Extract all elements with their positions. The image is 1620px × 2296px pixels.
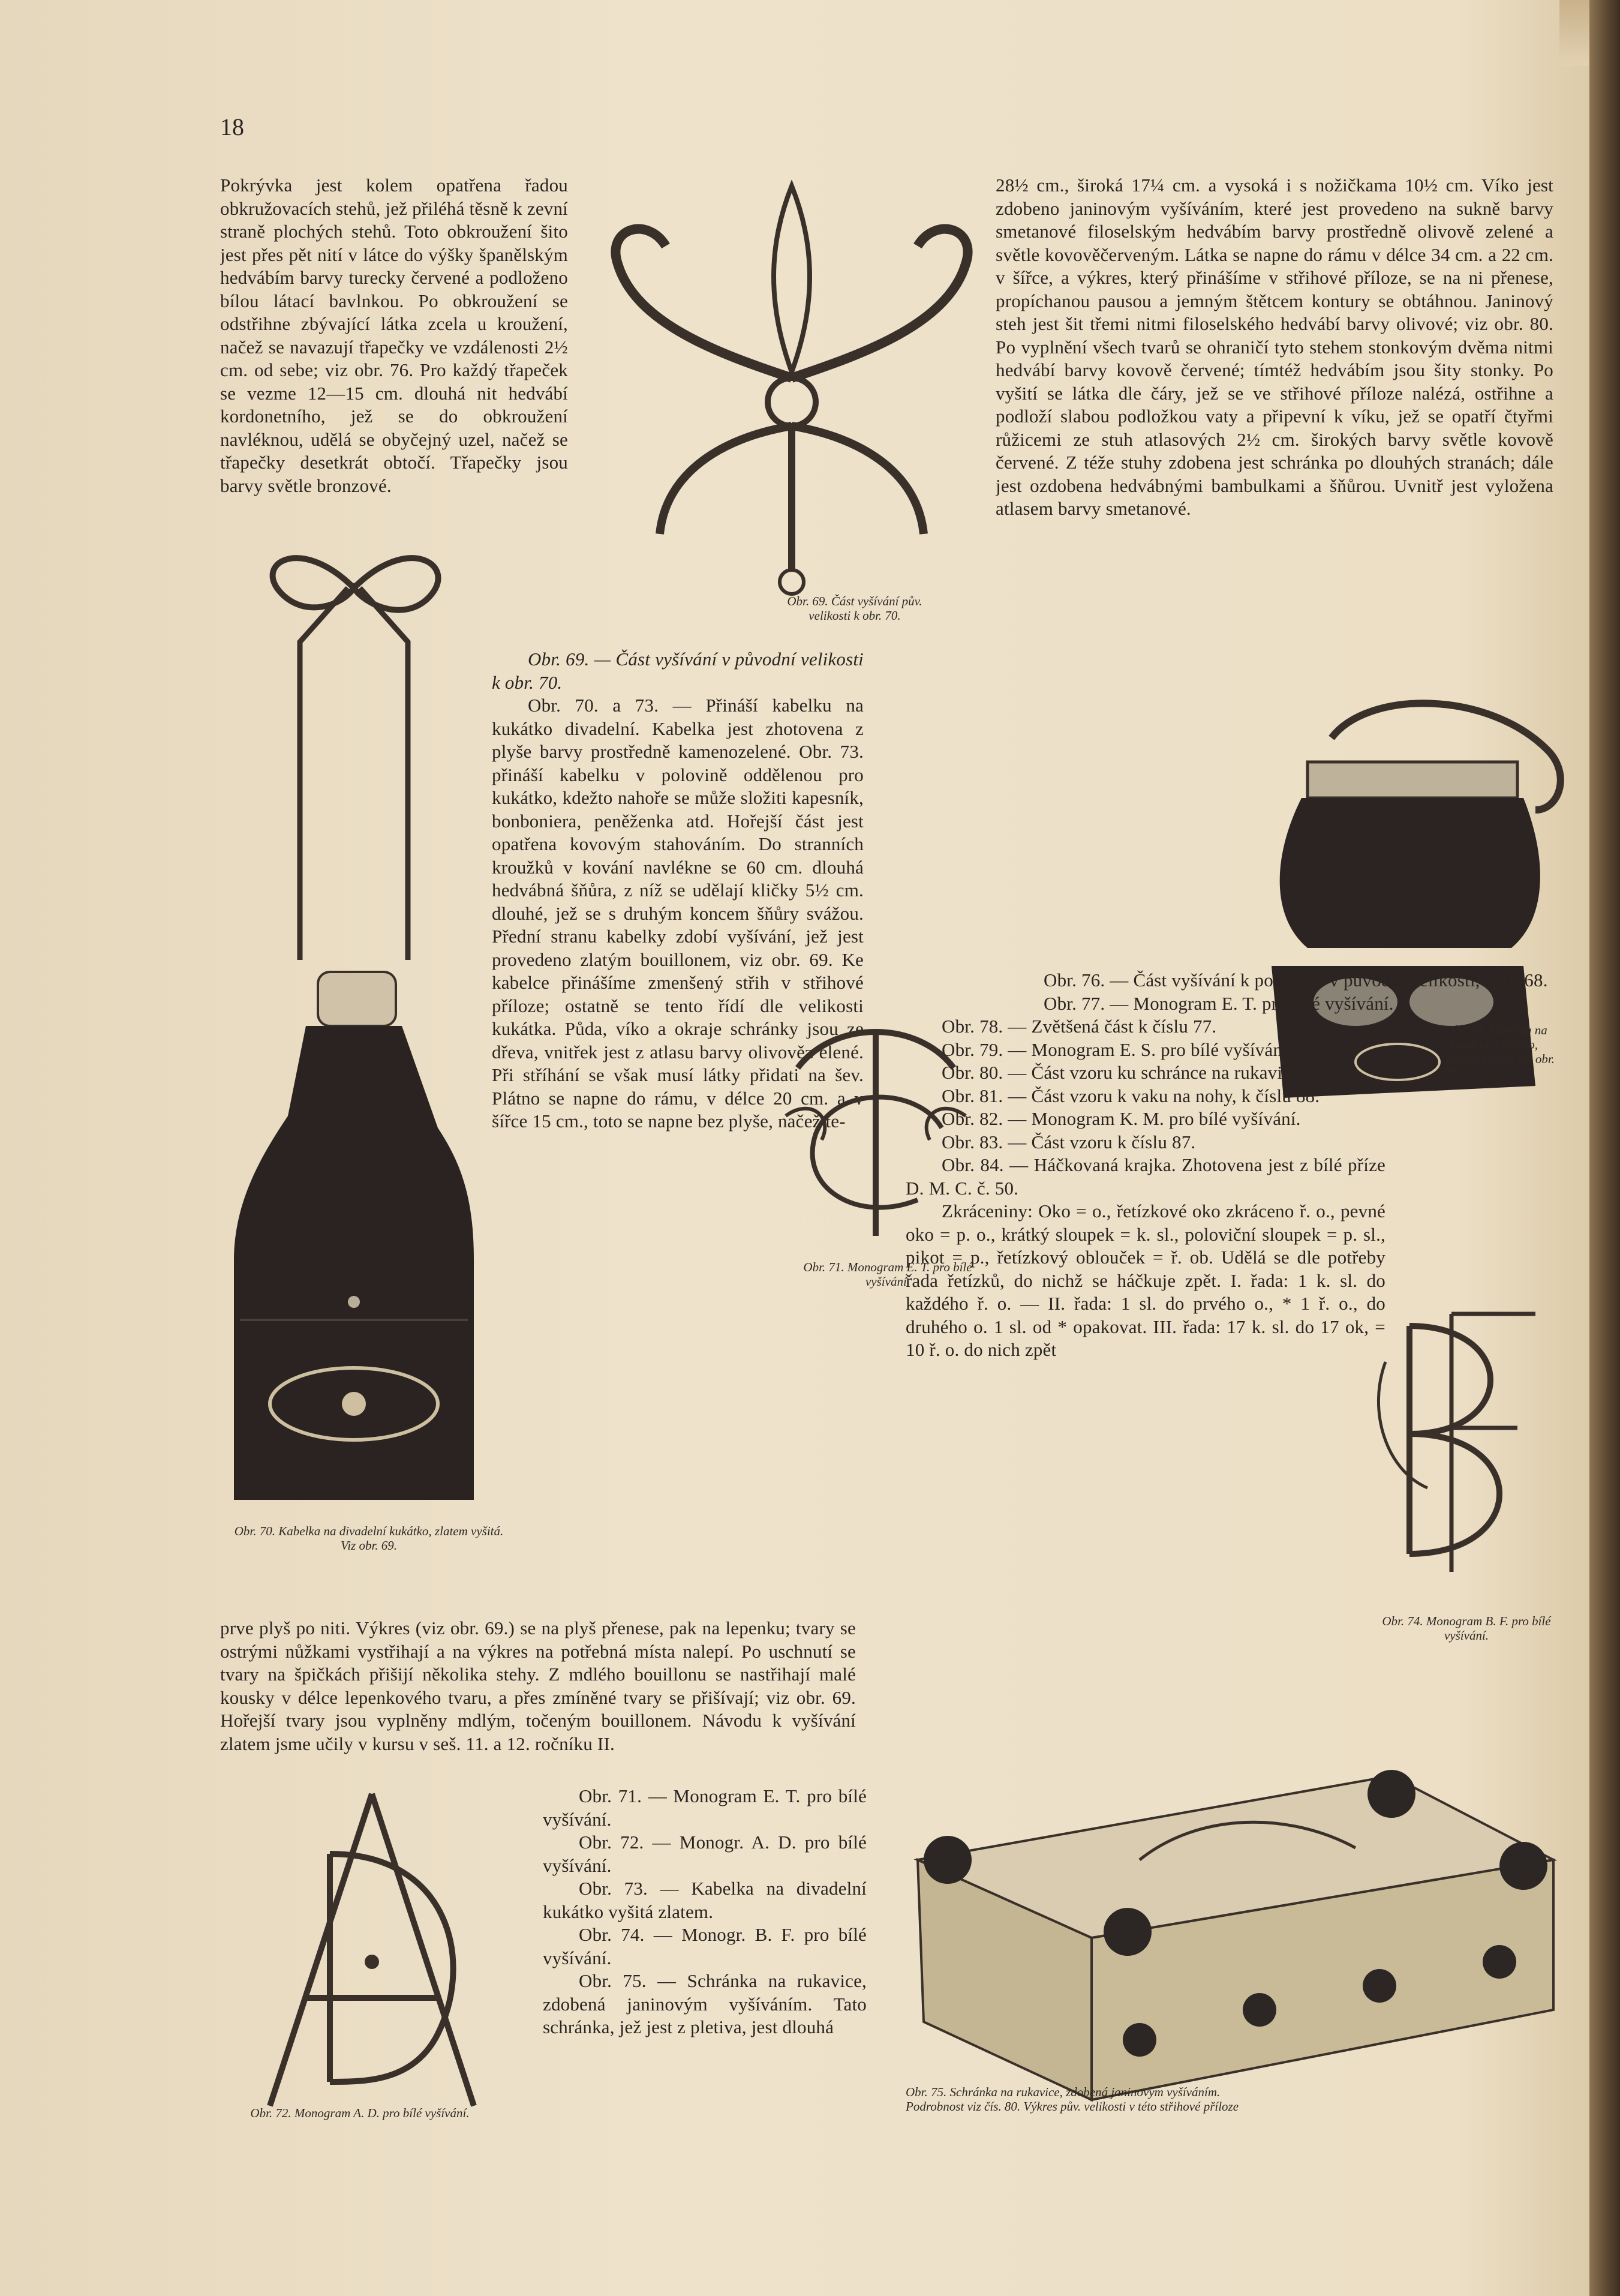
list-item: Obr. 75. — Schránka na rukavice, zdobená janinovým vyšíváním. Tato schránka, jež jest z pletiva, jest dlouhá <box>543 1970 867 2037</box>
caption-fig75: Obr. 75. Schránka na rukavice, zdobená janinovým vyšíváním. Podrobnost viz čís. 80. Výkres pův. velikosti v této střihové příloze <box>906 2085 1239 2114</box>
list-item: Obr. 82. — Monogram K. M. pro bílé vyšívání. <box>942 1108 1301 1129</box>
list-item: Obr. 84. — Háčkovaná krajka. Zhotovena jest z bílé příze D. M. C. č. 50. <box>906 1154 1385 1199</box>
bag-drawing <box>228 540 480 1512</box>
bottom-middle-list <box>543 1785 867 2145</box>
glove-box-drawing <box>900 1740 1571 2106</box>
list-item: Obr. 83. — Část vzoru k číslu 87. <box>942 1131 1196 1152</box>
figure-75-glove-box <box>900 1740 1571 2106</box>
list-item: Obr. 81. — Část vzoru k vaku na nohy, k číslu 88. <box>942 1085 1320 1106</box>
caption-fig69: Obr. 69. Část vyšívání pův. velikosti k obr. 70. <box>787 594 922 623</box>
list-item: Obr. 71. — Monogram E. T. pro bílé vyšívání. <box>543 1785 867 1830</box>
figure-69-ornament <box>600 174 984 606</box>
caption-fig73: Obr. 73. Kabelka na divadelní kukátko, zlatem vyšitá; viz obr. 70. <box>1445 1023 1555 1081</box>
middle-paragraph-1: Obr. 69. — Část vyšívání v původní velikosti k obr. 70. <box>492 649 864 693</box>
list-item: Zkráceniny: Oko = o., řetízkové oko zkráceno ř. o., pevné oko = p. o., krátký sloupek = k. sl., poloviční sloupek = p. sl., pikot = p., řetízkový oblouček = ř. ob. Udělá se dle potřeby řada řetízků, do nichž se háčkuje zpět. I. řada: 1 k. sl. do každého ř. o. — II. řada: 1 sl. do prvého o., * 1 ř. o., do druhého o. 1 sl. od * opakovat. III. řada: 17 k. sl. do 17 ok, = 10 ř. o. do nich zpět <box>906 1200 1385 1360</box>
bottom-left-paragraph: prve plyš po niti. Výkres (viz obr. 69.) se na plyš přenese, pak na lepenku; tvary se ostrými nůžkami vystřihají a na výkres na potřebná místa nalepí. Po uschnutí se tvary na špičkách přišijí několika stehy. Z mdlého bouillonu se nastřihají malé kousky v délce lepenkového tvaru, a přes zmíněné tvary se přišívají; viz obr. 69. Hořejší tvary jsou vyplněny mdlým, točeným bouillonem. Návodu k vyšívání zlatem jsme učily v kursu v seš. 11. a 12. ročníku II. <box>220 1617 856 1754</box>
left-paragraph: Pokrývka jest kolem opatřena řadou obkružovacích stehů, jež přiléhá těsně k zevní straně plochých stehů. Toto obkroužení šito jest přes pět nití v látce do výšky španělským hedvábím barvy turecky červené a podloženo bílou látací bavlnkou. Po obkroužení se odstřihne zbývající látka zcela u kroužení, načež se navazují třapečky ve vzdálenosti 2½ cm. od sebe; viz obr. 76. Pro každý třapeček se vezme 12—15 cm. dlouhá nit hedvábí kordonetního, jež se do obkroužení navléknou, udělá se obyčejný uzel, načež se třapečky desetkrát obtočí. Třapečky jsou barvy světle bronzové. <box>220 175 568 496</box>
figure-70-bag-illustration <box>228 540 480 1512</box>
list-item: Obr. 79. — Monogram E. S. pro bílé vyšívání. <box>942 1039 1293 1060</box>
list-item: Obr. 72. — Monogr. A. D. pro bílé vyšívání. <box>543 1832 867 1876</box>
list-item: Obr. 74. — Monogr. B. F. pro bílé vyšívání. <box>543 1924 867 1968</box>
list-item: Obr. 78. — Zvětšená část k číslu 77. <box>942 1016 1217 1037</box>
caption-fig71: Obr. 71. Monogram E. T. pro bílé vyšívání. <box>803 1260 972 1289</box>
book-spine <box>1589 0 1620 2296</box>
caption-fig74: Obr. 74. Monogram B. F. pro bílé vyšívání. <box>1382 1614 1551 1643</box>
caption-fig70: Obr. 70. Kabelka na divadelní kukátko, zlatem vyšitá. Viz obr. 69. <box>234 1524 504 1553</box>
ornament-drawing <box>600 174 984 606</box>
list-item: Obr. 76. — Část vyšívání k pokrývce v původní velikosti, čísla 68. <box>1044 970 1548 991</box>
figure-72-monogram <box>222 1782 522 2118</box>
page-number: 18 <box>220 113 244 140</box>
bottom-left-text-wide <box>220 1617 856 1785</box>
figure-74-monogram <box>1361 1290 1553 1590</box>
list-item: Obr. 80. — Část vzoru ku schránce na rukavice, čís. 75. <box>942 1062 1363 1083</box>
list-item: Obr. 77. — Monogram E. T. pro bílé vyšívání. <box>1044 992 1394 1014</box>
right-paragraph: 28½ cm., široká 17¼ cm. a vysoká i s nožičkama 10½ cm. Víko jest zdobeno janinovým vyšíváním, které jest provedeno na sukně barvy smetanové filoselským hedvábím barvy prostředně olivově zelené a světle kovověčerveným. Látka se napne do rámu v délce 34 cm. a 22 cm. v šířce, a výkres, který přinášíme v střihové příloze, se na ni přenese, propíchanou pausou a jemným štětcem kontury se obtáhnou. Janinový steh jest šit třemi nitmi filoselského hedvábí barvy olivové; viz obr. 80. Po vyplnění všech tvarů se ohraničí tyto stehem stonkovým dvěma nitmi hedvábí barvy kovově červené; tímtéž hedvábím jsou šity stonky. Po vyšití se látka dle čáry, jež se ve střihové příloze nalézá, ostřihne a podloží slabou podložkou vaty a připevní k víku, jež se opatří čtyřmi růžicemi ze stuh atlasových 2½ cm. širokých barvy světle kovově červené. Z téže stuhy zdobena jest schránka po dlouhých stranách; dále jest ozdobena hedvábnými bambulkami a šňůrou. Uvnitř jest vyložena atlasem barvy smetanové. <box>996 175 1553 519</box>
caption-fig72: Obr. 72. Monogram A. D. pro bílé vyšívání. <box>250 2106 470 2120</box>
middle-paragraph-2: Obr. 70. a 73. — Přináší kabelku na kukátko divadelní. Kabelka jest zhotovena z plyše barvy prostředně kamenozelené. Obr. 73. přináší kabelku v polovině oddělenou pro kukátko, kdežto nahoře se může složiti kapesník, bonboniera, peněženka atd. Hořejší část jest opatřena kovovým stahováním. Do stranních kroužků v kování navlékne se 60 cm. dlouhá hedvábná šňůra, z níž se udělají kličky 5½ cm. dlouhé, jež se s druhým koncem šňůry svážou. Přední stranu kabelky zdobí vyšívání, jež jest provedeno zlatým bouillonem, viz obr. 69. Ke kabelce přinášíme zmenšený střih v střihové příloze; ostatně se tento řídí dle velikosti kukátka. Půda, víko a okraje schránky jsou ze dřeva, vnitřek jest z atlasu barvy olivověz elené. Při stříhání se však musí látky přidati na šev. Plátno se napne do rámu, v délce 20 cm. a v šířce 15 cm., toto se napne bez plyše, načež te- <box>492 695 864 1132</box>
list-item: Obr. 73. — Kabelka na divadelní kukátko vyšitá zlatem. <box>543 1878 867 1922</box>
monogram-bf-drawing <box>1361 1290 1553 1590</box>
monogram-ad-drawing <box>222 1782 522 2118</box>
left-column-text <box>220 174 568 510</box>
